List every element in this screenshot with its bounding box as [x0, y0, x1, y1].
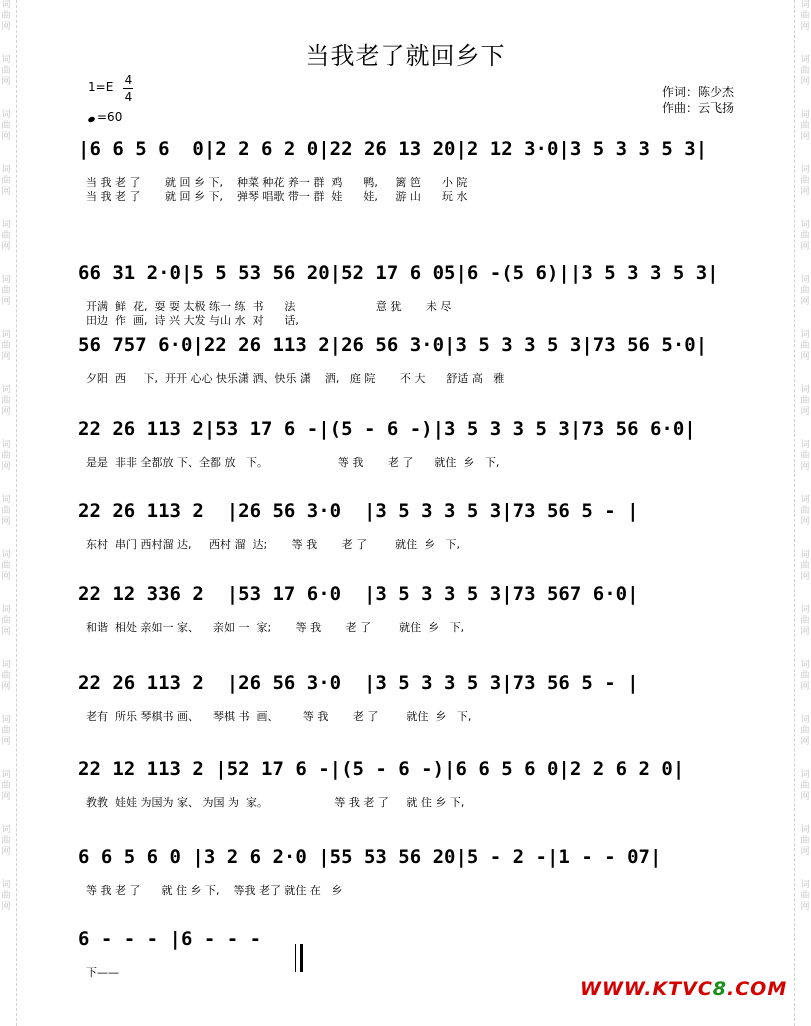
notation-line: 22 12 113 2 |52 17 6 -|(5 - 6 -)|6 6 5 6 0|2 2 6 2 0|: [78, 758, 685, 780]
lyric-line: 东村 串门 西村溜 达, 西村 溜 达; 等 我 老 了 就住 乡 下,: [86, 538, 461, 551]
notation-line: 56 757 6·0|22 26 113 2|26 56 3·0|3 5 3 3 5 3|73 56 5·0|: [78, 334, 708, 356]
time-top: 4: [124, 73, 133, 87]
notation-line: 6 - - - |6 - - -: [78, 928, 273, 950]
key-signature: [88, 73, 133, 104]
side-watermark-left: 词 曲 网 词 曲 网 词 曲 网 词 曲 网 词 曲 网 词 曲 网 词 曲 网 词 曲 网 词 曲 网 词 曲 网 词 曲 网 词 曲 网 词 曲 网 词 曲 网 词 曲 网 词 曲 网 词 曲 网: [1, 0, 11, 912]
notation-line: 22 26 113 2 |26 56 3·0 |3 5 3 3 5 3|73 56 5 - |: [78, 500, 639, 522]
lyric-line: 等 我 老 了 就 住 乡 下, 等我 老了 就住 在 乡: [86, 884, 343, 897]
right-margin-line: [794, 0, 796, 1026]
key-label: 1=E: [88, 80, 114, 94]
credits: [662, 84, 734, 116]
lyric-line: 下——: [86, 966, 119, 979]
watermark-tail: .COM: [727, 978, 788, 1000]
lyric-line: 当 我 老 了 就 回 乡 下, 弹琴 唱歌 带一 群 娃 娃, 游 山 玩 水: [86, 190, 468, 203]
notation-line: 22 12 336 2 |53 17 6·0 |3 5 3 3 5 3|73 567 6·0|: [78, 583, 639, 605]
side-watermark-right: 词 曲 网 词 曲 网 词 曲 网 词 曲 网 词 曲 网 词 曲 网 词 曲 网 词 曲 网 词 曲 网 词 曲 网 词 曲 网 词 曲 网 词 曲 网 词 曲 网 词 曲 网 词 曲 网 词 曲 网: [800, 0, 810, 912]
time-signature: [124, 72, 133, 105]
composer: 作曲：云飞扬: [662, 101, 735, 115]
notation-line: 22 26 113 2|53 17 6 -|(5 - 6 -)|3 5 3 3 5 3|73 56 6·0|: [78, 418, 696, 440]
notation-line: 66 31 2·0|5 5 53 56 20|52 17 6 05|6 -(5 6)||3 5 3 3 5 3|: [78, 262, 719, 284]
lyric-line: 当 我 老 了 就 回 乡 下, 种菜 种花 养一 群 鸡 鸭, 篱 笆 小 院: [86, 176, 468, 189]
site-watermark: [580, 978, 787, 1000]
lyric-line: 夕阳 西 下, 开开 心心 快乐潇 洒、快乐 潇 洒, 庭 院 不 大 舒适 高 雅: [86, 372, 505, 385]
lyric-line: 田边 作 画, 诗 兴 大发 与山 水 对 话,: [86, 314, 299, 327]
notation-line: 6 6 5 6 0 |3 2 6 2·0 |55 53 56 20|5 - 2 -|1 - - 07|: [78, 846, 662, 868]
tempo-marking: [88, 110, 122, 124]
final-barline-thin: [295, 944, 296, 972]
tempo-value: =60: [97, 110, 123, 124]
quarter-note-icon: [87, 116, 95, 123]
lyricist: 作词：陈少杰: [662, 85, 735, 99]
notation-line: 22 26 113 2 |26 56 3·0 |3 5 3 3 5 3|73 56 5 - |: [78, 672, 639, 694]
lyric-line: 和谐 相处 亲如一 家、 亲如 一 家; 等 我 老 了 就住 乡 下,: [86, 621, 465, 634]
left-margin-line: [16, 0, 18, 1026]
lyric-line: 是是 非非 全都放 下、全都 放 下。 等 我 老 了 就住 乡 下,: [86, 456, 500, 469]
lyric-line: 老有 所乐 琴棋书 画、 琴棋 书 画、 等 我 老 了 就住 乡 下,: [86, 710, 472, 723]
song-title: 当我老了就回乡下: [305, 42, 506, 70]
watermark-main: WWW.KTVC: [580, 978, 713, 1000]
notation-line: |6 6 5 6 0|2 2 6 2 0|22 26 13 20|2 12 3·0|3 5 3 3 5 3|: [78, 138, 708, 160]
time-bottom: 4: [124, 90, 133, 104]
final-barline-thick: [300, 944, 303, 972]
lyric-line: 开满 鲜 花, 耍 耍 太极 练一 练 书 法 意 犹 未 尽: [86, 300, 452, 313]
watermark-num: 8: [712, 978, 728, 1000]
lyric-line: 教教 娃娃 为国为 家、 为国 为 家。 等 我 老 了 就 住 乡 下,: [86, 796, 465, 809]
